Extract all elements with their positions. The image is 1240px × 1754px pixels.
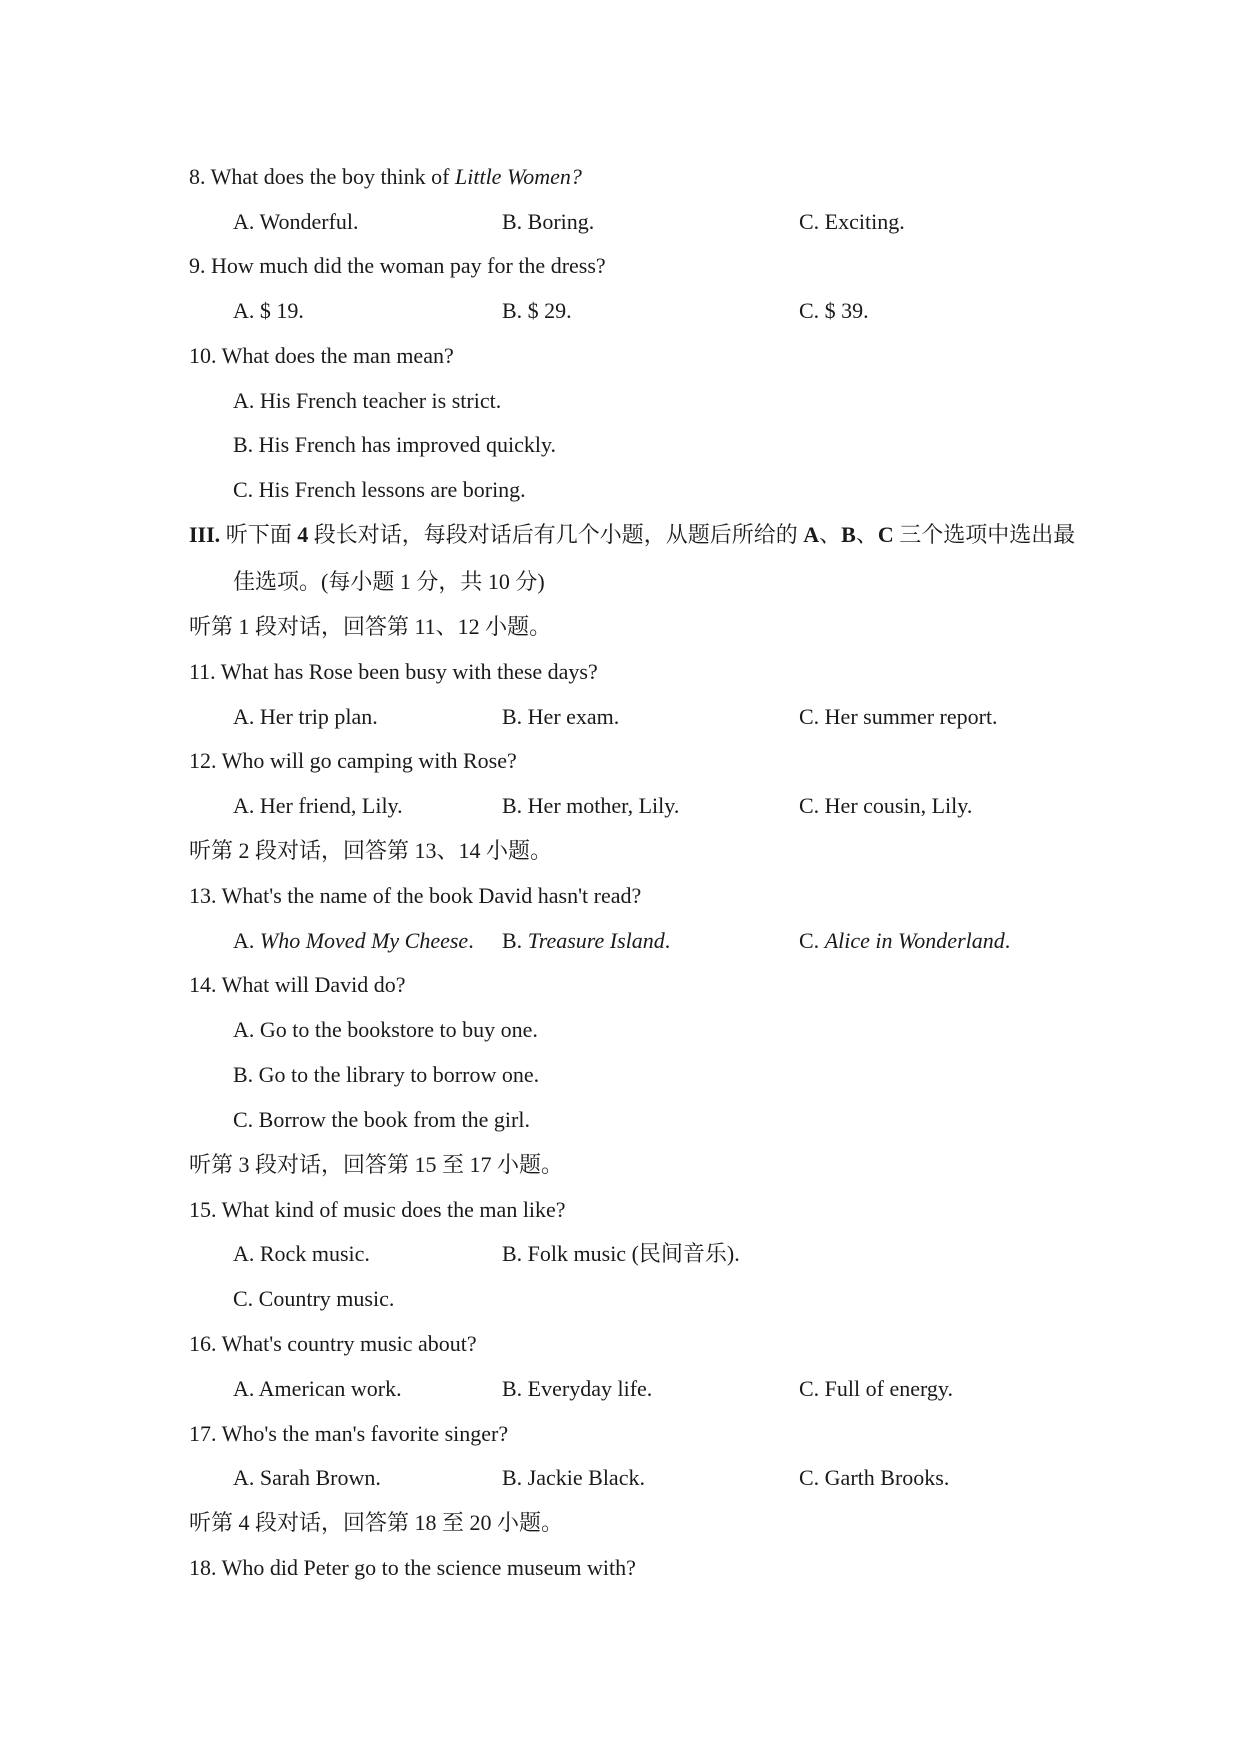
- question-18: 18. Who did Peter go to the science museum with?: [189, 1555, 636, 1580]
- option-b-label: B.: [502, 928, 528, 953]
- option-a-period: .: [468, 928, 474, 953]
- question-17: 17. Who's the man's favorite singer?: [189, 1421, 509, 1446]
- dialog-2-instruction: 听第 2 段对话，回答第 13、14 小题。: [189, 838, 553, 863]
- question-9-option-c: C. $ 39.: [799, 298, 869, 323]
- question-14: 14. What will David do?: [189, 972, 406, 997]
- section-3-count: 4: [297, 522, 309, 547]
- question-17-option-c: C. Garth Brooks.: [799, 1465, 950, 1490]
- dialog-1-instruction: 听第 1 段对话，回答第 11、12 小题。: [189, 614, 552, 639]
- section-3-sep-2: 、: [855, 522, 878, 547]
- question-17-option-a: A. Sarah Brown.: [233, 1465, 381, 1490]
- question-10-option-b: B. His French has improved quickly.: [233, 432, 557, 457]
- question-17-option-b: B. Jackie Black.: [502, 1465, 645, 1490]
- section-3-text-2: 段长对话，每段对话后有几个小题，从题后所给的: [308, 522, 804, 547]
- question-11-option-b: B. Her exam.: [502, 704, 620, 729]
- dialog-4-instruction: 听第 4 段对话，回答第 18 至 20 小题。: [189, 1510, 564, 1535]
- question-15-option-a: A. Rock music.: [233, 1241, 370, 1266]
- question-13-option-a: [233, 926, 474, 956]
- question-11: 11. What has Rose been busy with these days?: [189, 659, 598, 684]
- question-9-option-b: B. $ 29.: [502, 298, 572, 323]
- question-14-option-a: A. Go to the bookstore to buy one.: [233, 1017, 538, 1042]
- question-8-option-c: C. Exciting.: [799, 209, 905, 234]
- question-16: 16. What's country music about?: [189, 1331, 477, 1356]
- section-3-text-1: 听下面: [220, 522, 298, 547]
- option-a-book-title: Who Moved My Cheese: [259, 928, 469, 953]
- section-3-letter-b: B: [841, 522, 856, 547]
- section-3-heading-line-2: 佳选项。(每小题 1 分，共 10 分): [233, 569, 545, 594]
- question-13-option-c: [799, 926, 1010, 956]
- section-3-heading: [189, 520, 1075, 550]
- section-3-sep-1: 、: [819, 522, 842, 547]
- question-11-option-a: A. Her trip plan.: [233, 704, 378, 729]
- question-8-book-title: Little Women?: [455, 164, 582, 189]
- question-9: 9. How much did the woman pay for the dress?: [189, 253, 606, 278]
- option-c-book-title: Alice in Wonderland: [824, 928, 1005, 953]
- option-a-label: A.: [233, 928, 260, 953]
- question-8-option-a: A. Wonderful.: [233, 209, 359, 234]
- question-12-option-a: A. Her friend, Lily.: [233, 793, 403, 818]
- question-14-option-b: B. Go to the library to borrow one.: [233, 1062, 540, 1087]
- dialog-3-instruction: 听第 3 段对话，回答第 15 至 17 小题。: [189, 1152, 564, 1177]
- question-15-option-c: C. Country music.: [233, 1286, 395, 1311]
- question-14-option-c: C. Borrow the book from the girl.: [233, 1107, 530, 1132]
- question-8: [189, 162, 582, 192]
- option-c-label: C.: [799, 928, 825, 953]
- section-3-numeral: III.: [189, 522, 221, 547]
- question-15-option-b: B. Folk music (民间音乐).: [502, 1241, 740, 1266]
- question-13-option-b: [502, 926, 670, 956]
- section-3-letter-a: A: [803, 522, 820, 547]
- question-11-option-c: C. Her summer report.: [799, 704, 998, 729]
- option-b-period: .: [664, 928, 671, 953]
- question-10-option-c: C. His French lessons are boring.: [233, 477, 526, 502]
- section-3-text-3: 三个选项中选出最: [893, 522, 1076, 547]
- option-c-period: .: [1004, 928, 1011, 953]
- question-16-option-b: B. Everyday life.: [502, 1376, 653, 1401]
- question-8-text: 8. What does the boy think of: [189, 164, 455, 189]
- question-16-option-c: C. Full of energy.: [799, 1376, 953, 1401]
- question-13: 13. What's the name of the book David hasn't read?: [189, 883, 642, 908]
- question-9-option-a: A. $ 19.: [233, 298, 304, 323]
- question-12-option-b: B. Her mother, Lily.: [502, 793, 680, 818]
- question-15: 15. What kind of music does the man like?: [189, 1197, 566, 1222]
- question-12: 12. Who will go camping with Rose?: [189, 748, 517, 773]
- question-10-option-a: A. His French teacher is strict.: [233, 388, 502, 413]
- question-8-option-b: B. Boring.: [502, 209, 595, 234]
- option-b-book-title: Treasure Island: [527, 928, 665, 953]
- question-12-option-c: C. Her cousin, Lily.: [799, 793, 973, 818]
- question-16-option-a: A. American work.: [233, 1376, 402, 1401]
- section-3-letter-c: C: [877, 522, 894, 547]
- question-10: 10. What does the man mean?: [189, 343, 454, 368]
